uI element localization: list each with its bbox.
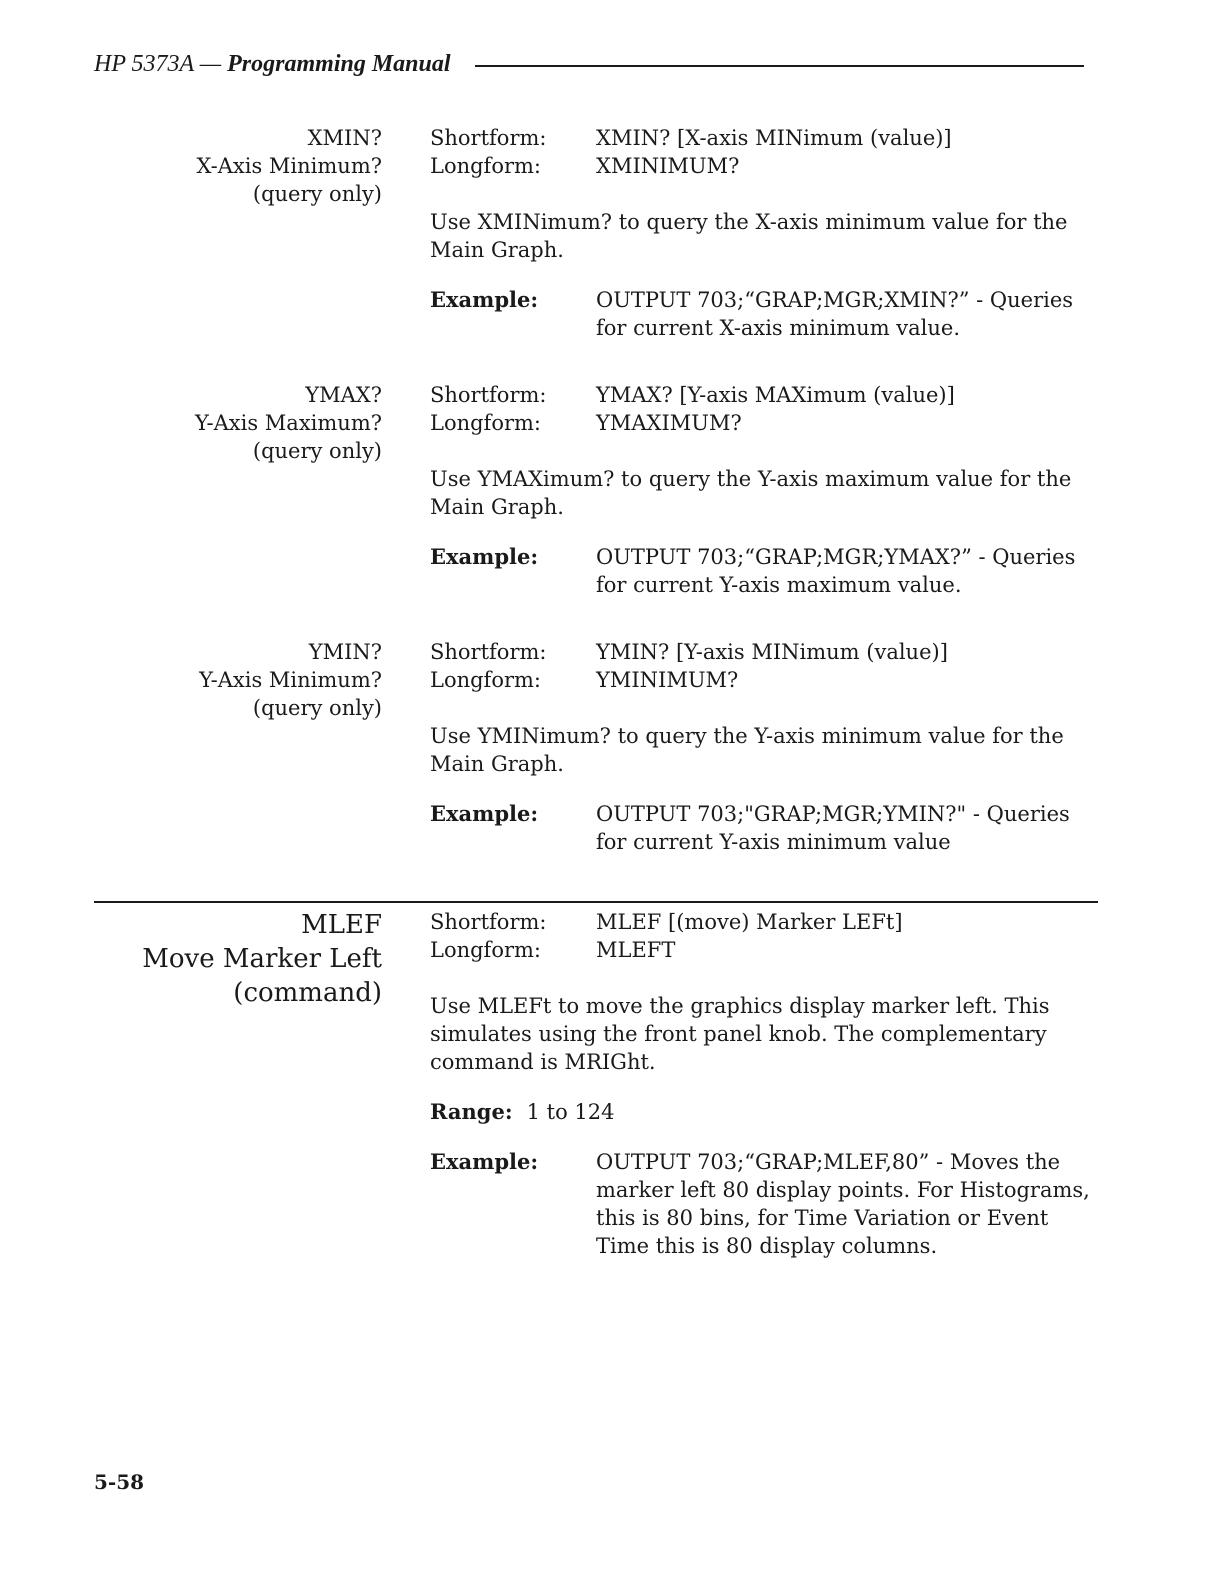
command-mnemonic: XMIN? bbox=[307, 126, 382, 150]
shortform-label: Shortform: bbox=[430, 126, 547, 150]
command-mnemonic: MLEF bbox=[301, 910, 382, 940]
example-row bbox=[430, 286, 1090, 342]
command-kind: (command) bbox=[233, 978, 382, 1008]
longform-value: MLEFT bbox=[596, 938, 676, 962]
shortform-label: Shortform: bbox=[430, 383, 547, 407]
example-row bbox=[430, 800, 1090, 856]
command-heading bbox=[195, 381, 382, 465]
shortform-row bbox=[430, 124, 1090, 152]
command-details bbox=[430, 638, 1090, 856]
longform-row bbox=[430, 152, 1090, 180]
longform-value: YMAXIMUM? bbox=[596, 411, 742, 435]
longform-row bbox=[430, 666, 1090, 694]
range-row bbox=[430, 1098, 1090, 1126]
shortform-value: YMIN? [Y-axis MINimum (value)] bbox=[596, 640, 948, 664]
command-name: X-Axis Minimum? bbox=[196, 154, 382, 178]
shortform-value: MLEF [(move) Marker LEFt] bbox=[596, 910, 903, 934]
longform-label: Longform: bbox=[430, 411, 541, 435]
shortform-row bbox=[430, 381, 1090, 409]
range-label: Range: bbox=[430, 1099, 513, 1124]
command-mnemonic: YMIN? bbox=[308, 640, 382, 664]
command-heading bbox=[199, 638, 382, 722]
example-text: OUTPUT 703;“GRAP;MGR;YMAX?” - Queries for current Y-axis maximum value. bbox=[596, 545, 1076, 597]
command-heading bbox=[196, 124, 382, 208]
command-description: Use YMINimum? to query the Y-axis minimum value for the Main Graph. bbox=[430, 724, 1064, 776]
shortform-row bbox=[430, 908, 1090, 936]
example-row bbox=[430, 1148, 1090, 1260]
shortform-label: Shortform: bbox=[430, 640, 547, 664]
header-product: HP 5373A bbox=[94, 50, 194, 77]
example-label: Example: bbox=[430, 287, 539, 312]
command-name: Move Marker Left bbox=[142, 944, 382, 974]
command-details bbox=[430, 124, 1090, 342]
example-text: OUTPUT 703;“GRAP;MGR;XMIN?” - Queries for current X-axis minimum value. bbox=[596, 288, 1074, 340]
command-description: Use YMAXimum? to query the Y-axis maximum value for the Main Graph. bbox=[430, 467, 1072, 519]
longform-label: Longform: bbox=[430, 154, 541, 178]
command-description: Use XMINimum? to query the X-axis minimum value for the Main Graph. bbox=[430, 210, 1068, 262]
example-row bbox=[430, 543, 1090, 599]
example-text: OUTPUT 703;“GRAP;MLEF,80” - Moves the marker left 80 display points. For Histograms, this is 80 bins, for Time Variation or Event Time this is 80 display columns. bbox=[596, 1150, 1090, 1258]
command-details bbox=[430, 908, 1090, 1260]
page-header bbox=[94, 46, 1084, 82]
longform-label: Longform: bbox=[430, 938, 541, 962]
longform-value: YMINIMUM? bbox=[596, 668, 739, 692]
command-name: Y-Axis Maximum? bbox=[194, 411, 382, 435]
header-manual-name: Programming Manual bbox=[227, 50, 451, 77]
shortform-value: XMIN? [X-axis MINimum (value)] bbox=[596, 126, 952, 150]
shortform-value: YMAX? [Y-axis MAXimum (value)] bbox=[596, 383, 955, 407]
longform-row bbox=[430, 936, 1090, 964]
header-title bbox=[94, 51, 451, 78]
command-mnemonic: YMAX? bbox=[305, 383, 382, 407]
command-kind: (query only) bbox=[252, 696, 382, 720]
page-number: 5-58 bbox=[94, 1470, 145, 1494]
section-divider bbox=[94, 901, 1098, 903]
command-heading bbox=[142, 908, 382, 1010]
command-description: Use MLEFt to move the graphics display marker left. This simulates using the front panel knob. The complementary command is MRIGht. bbox=[430, 994, 1050, 1074]
example-label: Example: bbox=[430, 544, 539, 569]
command-name: Y-Axis Minimum? bbox=[199, 668, 382, 692]
longform-row bbox=[430, 409, 1090, 437]
command-kind: (query only) bbox=[252, 439, 382, 463]
shortform-label: Shortform: bbox=[430, 910, 547, 934]
range-value: 1 to 124 bbox=[526, 1100, 615, 1124]
command-kind: (query only) bbox=[252, 182, 382, 206]
header-rule bbox=[475, 65, 1084, 67]
header-separator: — bbox=[193, 50, 228, 77]
example-label: Example: bbox=[430, 801, 539, 826]
longform-label: Longform: bbox=[430, 668, 541, 692]
shortform-row bbox=[430, 638, 1090, 666]
longform-value: XMINIMUM? bbox=[596, 154, 740, 178]
example-text: OUTPUT 703;"GRAP;MGR;YMIN?" - Queries for current Y-axis minimum value bbox=[596, 802, 1070, 854]
command-details bbox=[430, 381, 1090, 599]
example-label: Example: bbox=[430, 1149, 539, 1174]
